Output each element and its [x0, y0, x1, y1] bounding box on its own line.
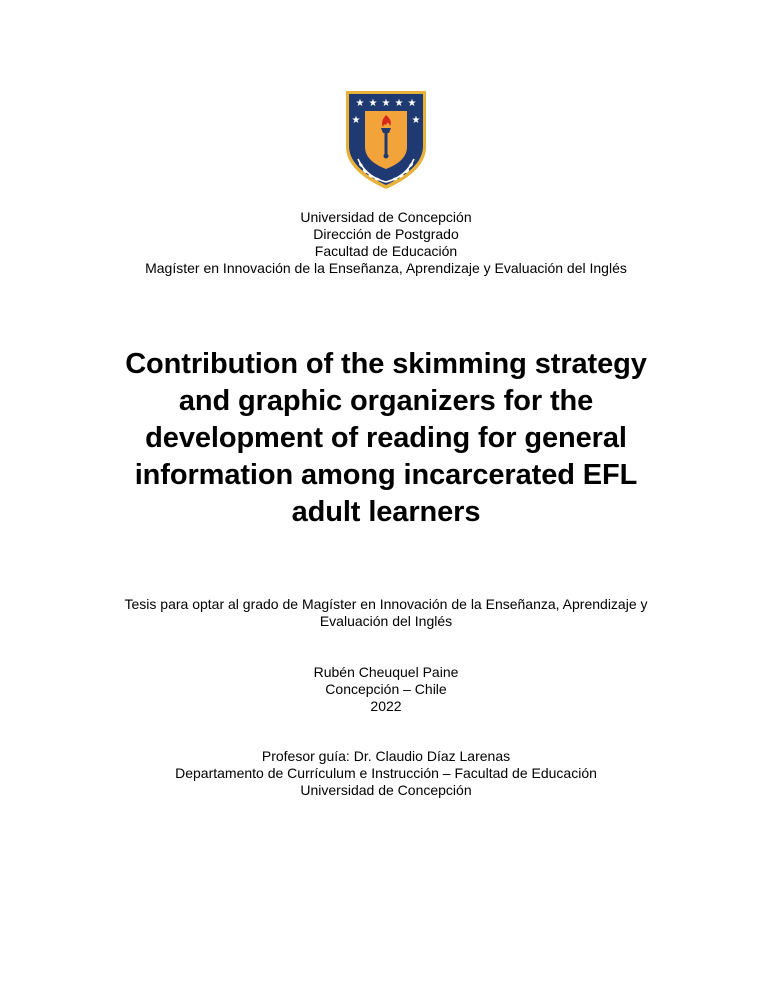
author-block [0, 664, 772, 715]
title-line: information among incarcerated EFL [134, 459, 638, 491]
author-name: Rubén Cheuquel Paine [313, 664, 459, 680]
degree-line: Evaluación del Inglés [319, 613, 453, 629]
degree-statement [0, 596, 772, 630]
degree-line: Tesis para optar al grado de Magíster en Innovación de la Enseñanza, Aprendizaje y [124, 596, 648, 612]
title-line: and graphic organizers for the [178, 385, 594, 417]
advisor-block [0, 748, 772, 799]
svg-text:★: ★ [351, 115, 361, 126]
svg-text:★: ★ [407, 98, 417, 109]
title-line: development of reading for general [145, 422, 627, 454]
institution-block [0, 209, 772, 277]
directorate-name: Dirección de Postgrado [313, 226, 459, 242]
university-name: Universidad de Concepción [300, 209, 472, 225]
title-line: adult learners [291, 496, 481, 528]
advisor-department: Departamento de Currículum e Instrucción – Facultad de Educación [175, 765, 597, 781]
author-year: 2022 [370, 698, 402, 714]
svg-text:★: ★ [355, 98, 365, 109]
faculty-name: Facultad de Educación [314, 243, 458, 259]
svg-text:★: ★ [368, 98, 378, 109]
title-line: Contribution of the skimming strategy [125, 348, 647, 380]
svg-text:★: ★ [381, 98, 391, 109]
thesis-title [0, 346, 772, 531]
advisor-name: Profesor guía: Dr. Claudio Díaz Larenas [261, 748, 511, 764]
svg-text:★: ★ [411, 115, 421, 126]
advisor-university: Universidad de Concepción [300, 782, 472, 798]
svg-text:★: ★ [394, 98, 404, 109]
program-name: Magíster en Innovación de la Enseñanza, Aprendizaje y Evaluación del Inglés [145, 260, 627, 276]
university-crest-icon [344, 89, 428, 193]
author-place: Concepción – Chile [325, 681, 447, 697]
